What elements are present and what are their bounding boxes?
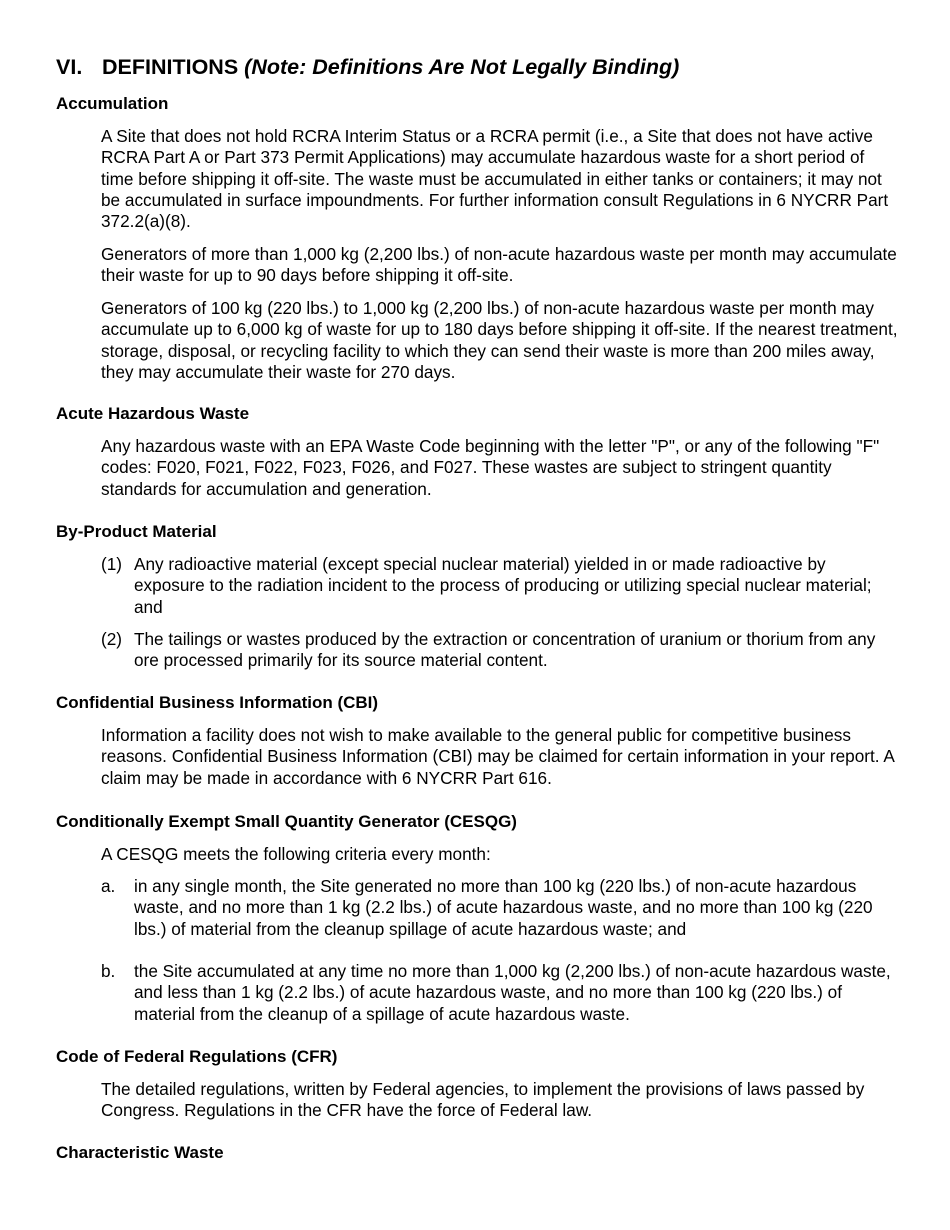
paragraph: The detailed regulations, written by Federal agencies, to implement the provisions of laws passed by Congress. Regulations in the CFR have the force of Federal law.	[101, 1079, 865, 1121]
heading-acute-hazardous-waste: Acute Hazardous Waste	[56, 404, 250, 423]
paragraph: Generators of more than 1,000 kg (2,200 lbs.) of non-acute hazardous waste per month may accumulate their waste for up to 90 days before shipping it off-site.	[101, 244, 897, 286]
paragraph: Information a facility does not wish to make available to the general public for competitive business reasons. Confidential Business Information (CBI) may be claimed for certain information in your report. A claim may be made in accordance with 6 NYCRR Part 616.	[101, 725, 894, 788]
title-main: DEFINITIONS	[102, 55, 239, 79]
list-text: Any radioactive material (except special nuclear material) yielded in or made radioactive by exposure to the radiation incident to the process of producing or utilizing special nuclear material; and	[134, 554, 872, 617]
section-number: VI.	[56, 55, 83, 79]
list-text: The tailings or wastes produced by the extraction or concentration of uranium or thorium from any ore processed primarily for its source material content.	[134, 629, 876, 671]
paragraph: Generators of 100 kg (220 lbs.) to 1,000 kg (2,200 lbs.) of non-acute hazardous waste per month may accumulate up to 6,000 kg of waste for up to 180 days before shipping it off-site. If the nearest treatment, storage, disposal, or recycling facility to which they can send their waste is more than 200 miles away, they may accumulate their waste for 270 days.	[101, 298, 898, 382]
list-item	[101, 554, 901, 618]
paragraph: A Site that does not hold RCRA Interim Status or a RCRA permit (i.e., a Site that does not have active RCRA Part A or Part 373 Permit Applications) may accumulate hazardous waste for a short period of time before shipping it off-site. The waste must be accumulated in either tanks or containers; it may not be accumulated in surface impoundments. For further information consult Regulations in 6 NYCRR Part 372.2(a)(8).	[101, 126, 889, 232]
list-marker: (1)	[101, 554, 123, 574]
paragraph: A CESQG meets the following criteria every month:	[101, 844, 491, 864]
list-text: the Site accumulated at any time no more than 1,000 kg (2,200 lbs.) of non-acute hazardous waste, and less than 1 kg (2.2 lbs.) of acute hazardous waste, and no more than 100 kg (220 lbs.) of material from the cleanup of a spillage of acute hazardous waste.	[134, 961, 891, 1024]
heading-by-product-material: By-Product Material	[56, 522, 217, 541]
list-marker: (2)	[101, 629, 123, 649]
list-item	[101, 629, 901, 672]
heading-characteristic-waste: Characteristic Waste	[56, 1143, 224, 1162]
list-item	[101, 876, 901, 940]
paragraph: Any hazardous waste with an EPA Waste Code beginning with the letter "P", or any of the following "F" codes: F020, F021, F022, F023, F026, and F027. These wastes are subject to stringent quantity standards for accumulation and generation.	[101, 436, 880, 499]
heading-accumulation: Accumulation	[56, 94, 169, 113]
list-marker: a.	[101, 876, 116, 896]
heading-cbi: Confidential Business Information (CBI)	[56, 693, 379, 712]
heading-cfr: Code of Federal Regulations (CFR)	[56, 1047, 338, 1066]
title-note: (Note: Definitions Are Not Legally Binding)	[244, 55, 680, 79]
list-item	[101, 961, 901, 1025]
page-title	[56, 55, 679, 80]
list-marker: b.	[101, 961, 116, 981]
list-text: in any single month, the Site generated no more than 100 kg (220 lbs.) of non-acute hazardous waste, and no more than 1 kg (2.2 lbs.) of acute hazardous waste, and no more than 100 kg (220 lbs.) of material from the cleanup spillage of acute hazardous waste; and	[134, 876, 873, 939]
heading-cesqg: Conditionally Exempt Small Quantity Generator (CESQG)	[56, 812, 517, 831]
